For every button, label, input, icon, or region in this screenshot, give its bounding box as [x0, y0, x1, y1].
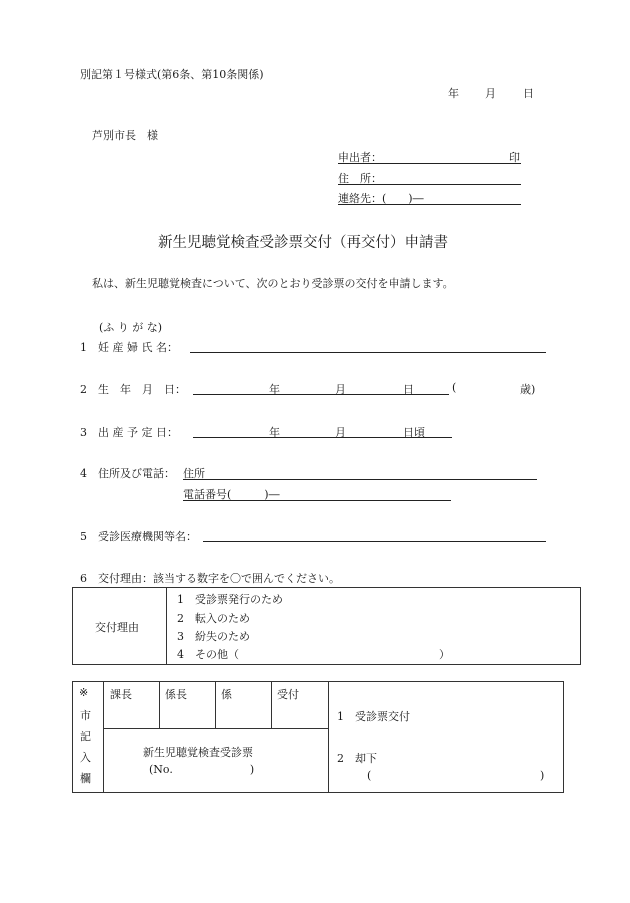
- seal-mark: 印: [509, 151, 520, 164]
- date-month-label: 月: [485, 87, 496, 100]
- mother-name-label: 1 妊 産 婦 氏 名：: [80, 341, 178, 354]
- clinic-line[interactable]: [203, 541, 546, 542]
- address-sub-label: 住所: [183, 467, 205, 480]
- reason-heading: 6 交付理由：該当する数字を〇で囲んでください。: [80, 572, 340, 585]
- applicant-address-line[interactable]: [338, 184, 521, 185]
- birthdate-year: 年: [269, 383, 280, 396]
- office-divider-right: [328, 682, 329, 792]
- birthdate-day: 日: [403, 383, 414, 396]
- result-reject: 2 却下: [337, 752, 377, 765]
- due-date-label: 3 出 産 予 定 日：: [80, 426, 178, 439]
- age-open: (: [452, 381, 457, 394]
- reason-divider: [166, 588, 167, 664]
- role-section-chief: 課長: [110, 688, 132, 701]
- office-use-box: [72, 681, 564, 793]
- birthdate-month: 月: [335, 383, 346, 396]
- due-year: 年: [269, 426, 280, 439]
- reason-option-1[interactable]: 1 受診票発行のため: [177, 593, 283, 606]
- phone-line[interactable]: [183, 500, 451, 501]
- reason-option-4-close: ）: [439, 648, 450, 661]
- office-mark: ※: [79, 686, 89, 699]
- reason-box-label: 交付理由: [95, 621, 139, 634]
- phone-sub-label: 電話番号( )―: [183, 488, 280, 501]
- reject-reason-open: (: [367, 769, 372, 782]
- applicant-address-label: 住 所：: [338, 172, 382, 185]
- intro-text: 私は、新生児聴覚検査について、次のとおり受診票の交付を申請します。: [92, 277, 454, 290]
- clinic-label: 5 受診医療機関等名：: [80, 530, 197, 543]
- applicant-contact-label: 連絡先：( )―: [338, 192, 424, 205]
- role-subsection-chief: 係長: [165, 688, 187, 701]
- address-line[interactable]: [183, 479, 537, 480]
- mother-name-line[interactable]: [190, 352, 546, 353]
- ticket-label: 新生児聴覚検査受診票: [143, 746, 253, 759]
- reject-reason-close: ): [540, 769, 545, 782]
- date-year-label: 年: [448, 87, 459, 100]
- address-phone-label: 4 住所及び電話：: [80, 467, 175, 480]
- role-divider-2: [215, 682, 216, 728]
- due-date-line[interactable]: [193, 437, 452, 438]
- office-vertical-2: 記: [80, 730, 91, 743]
- birthdate-line[interactable]: [193, 394, 449, 395]
- furigana-label: (ふ り が な): [99, 321, 163, 334]
- role-divider-3: [271, 682, 272, 728]
- result-issue: 1 受診票交付: [337, 710, 410, 723]
- birthdate-label: 2 生 年 月 日：: [80, 383, 186, 396]
- applicant-name-label: 申出者：: [338, 151, 382, 164]
- form-number: 別記第１号様式(第6条、第10条関係): [80, 68, 264, 81]
- due-month: 月: [335, 426, 346, 439]
- addressee: 芦別市長 様: [92, 129, 158, 142]
- document-title: 新生児聴覚検査受診票交付（再交付）申請書: [158, 235, 448, 251]
- office-vertical-1: 市: [80, 709, 91, 722]
- reason-option-4[interactable]: 4 その他（: [177, 648, 239, 661]
- role-divider-1: [159, 682, 160, 728]
- reason-option-3[interactable]: 3 紛失のため: [177, 630, 250, 643]
- date-day-label: 日: [523, 87, 534, 100]
- age-unit: 歳): [520, 383, 536, 396]
- role-staff: 係: [221, 688, 232, 701]
- reason-box: [72, 587, 581, 665]
- applicant-contact-line[interactable]: [338, 204, 521, 205]
- due-day: 日頃: [403, 426, 425, 439]
- reason-option-2[interactable]: 2 転入のため: [177, 612, 250, 625]
- applicant-name-line[interactable]: [338, 163, 521, 164]
- office-vertical-3: 入: [80, 751, 91, 764]
- office-divider-left: [103, 682, 104, 792]
- office-vertical-4: 欄: [80, 772, 91, 785]
- ticket-number: (No. ): [149, 763, 255, 776]
- role-reception: 受付: [277, 688, 299, 701]
- office-divider-horizontal: [103, 728, 328, 729]
